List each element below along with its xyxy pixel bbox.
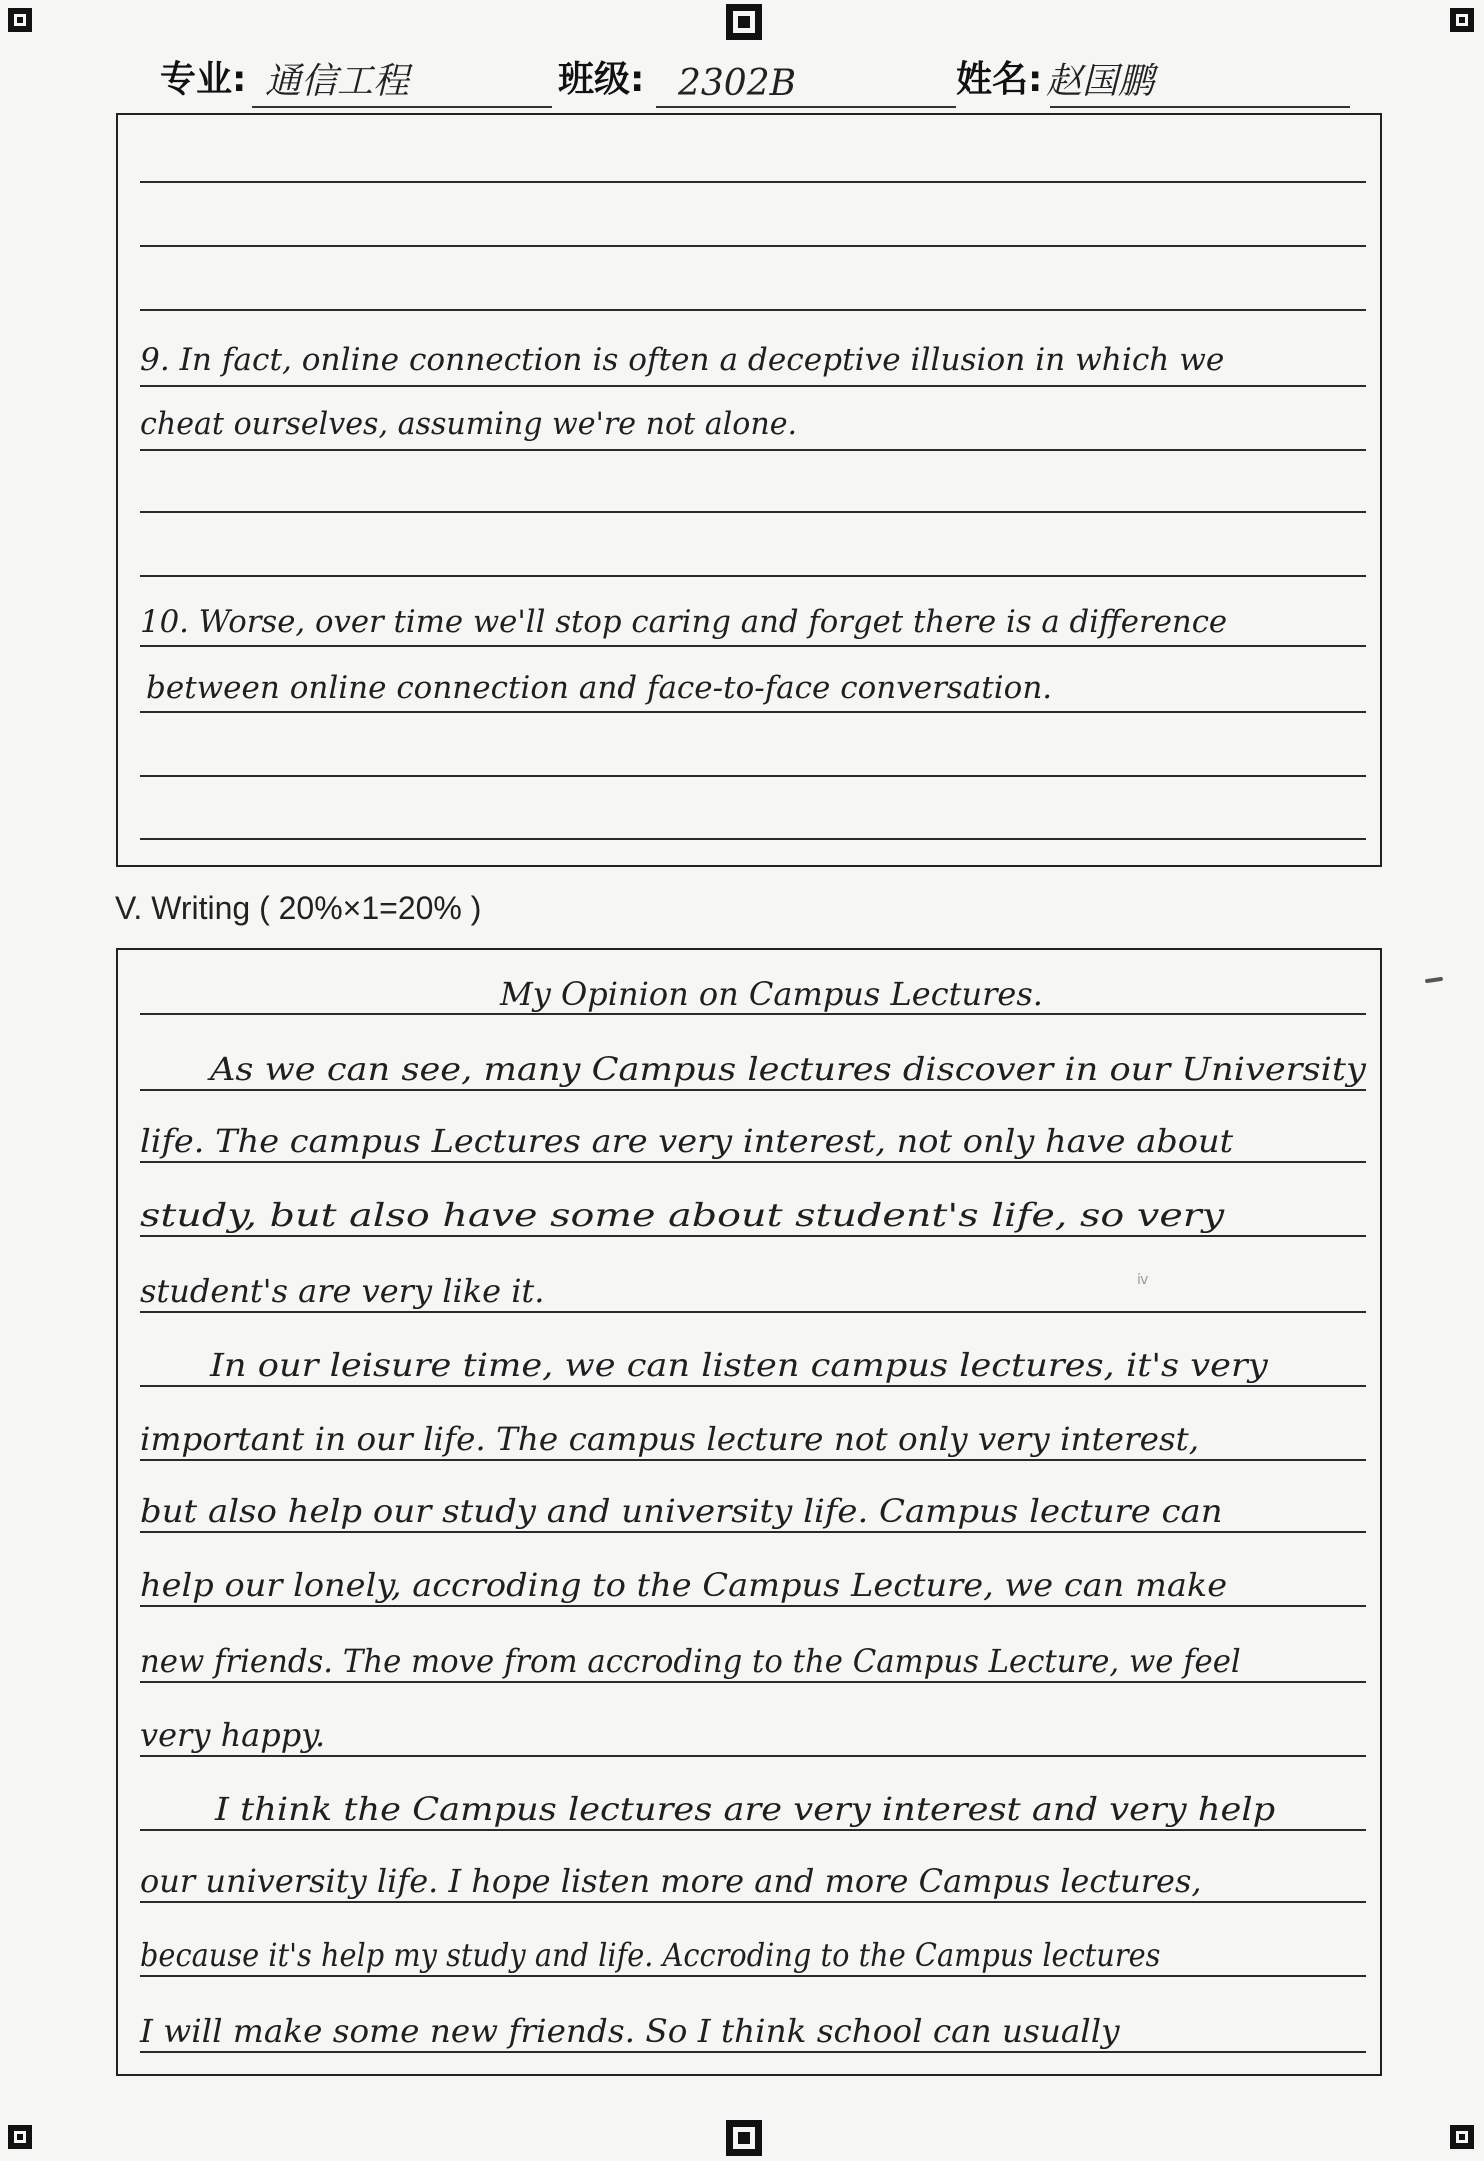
translation-answer-box [116,113,1382,867]
essay-line-8: help our lonely, accroding to the Campus Lecture, we can make [140,1566,1228,1604]
class-label: 班级: [558,59,645,100]
essay-line-2: life. The campus Lectures are very interest, not only have about [140,1122,1234,1160]
name-value: 赵国鹏 [1046,61,1155,102]
essay-line-6: important in our life. The campus lecture not only very interest, [140,1420,1200,1458]
class-field [558,52,958,108]
registration-marker-top-right [1450,8,1474,32]
essay-line-12: our university life. I hope listen more and more Campus lectures, [140,1862,1202,1900]
name-label: 姓名: [956,59,1043,100]
essay-line-13: because it's help my study and life. Accroding to the Campus lectures [140,1936,1161,1974]
registration-marker-top-left [8,8,32,32]
major-label: 专业: [160,59,247,100]
registration-marker-bottom-left [8,2125,32,2149]
major-field [160,52,560,108]
faint-mark: ⅳ [1137,1272,1149,1288]
essay-line-9: new friends. The move from accroding to the Campus Lecture, we feel [140,1642,1241,1680]
essay-line-4: student's are very like it. [140,1272,545,1310]
registration-marker-top-center [726,4,762,40]
essay-line-7: but also help our study and university life. Campus lecture can [140,1492,1223,1530]
name-field [956,52,1356,108]
essay-line-10: very happy. [140,1716,326,1754]
registration-marker-bottom-right [1450,2125,1474,2149]
essay-line-5: In our leisure time, we can listen campus lectures, it's very [210,1346,1268,1384]
class-value: 2302B [678,63,797,104]
answer-9-line-1: 9. In fact, online connection is often a deceptive illusion in which we [140,342,1225,378]
answer-9-line-2: cheat ourselves, assuming we're not alone. [140,406,798,442]
essay-line-3: study, but also have some about student's life, so very [140,1196,1225,1234]
major-value: 通信工程 [265,61,410,102]
stray-mark [1425,977,1443,983]
essay-line-11: I think the Campus lectures are very interest and very help [215,1790,1276,1828]
essay-title: My Opinion on Campus Lectures. [500,975,1043,1013]
answer-10-line-1: 10. Worse, over time we'll stop caring and forget there is a difference [140,604,1228,640]
student-info-header [0,52,1484,112]
essay-line-14: I will make some new friends. So I think school can usually [140,2012,1120,2050]
answer-10-line-2: between online connection and face-to-face conversation. [146,670,1053,706]
writing-section-title: V. Writing ( 20%×1=20% ) [115,890,482,926]
registration-marker-bottom-center [726,2120,762,2156]
essay-line-1: As we can see, many Campus lectures discover in our University [210,1050,1366,1088]
